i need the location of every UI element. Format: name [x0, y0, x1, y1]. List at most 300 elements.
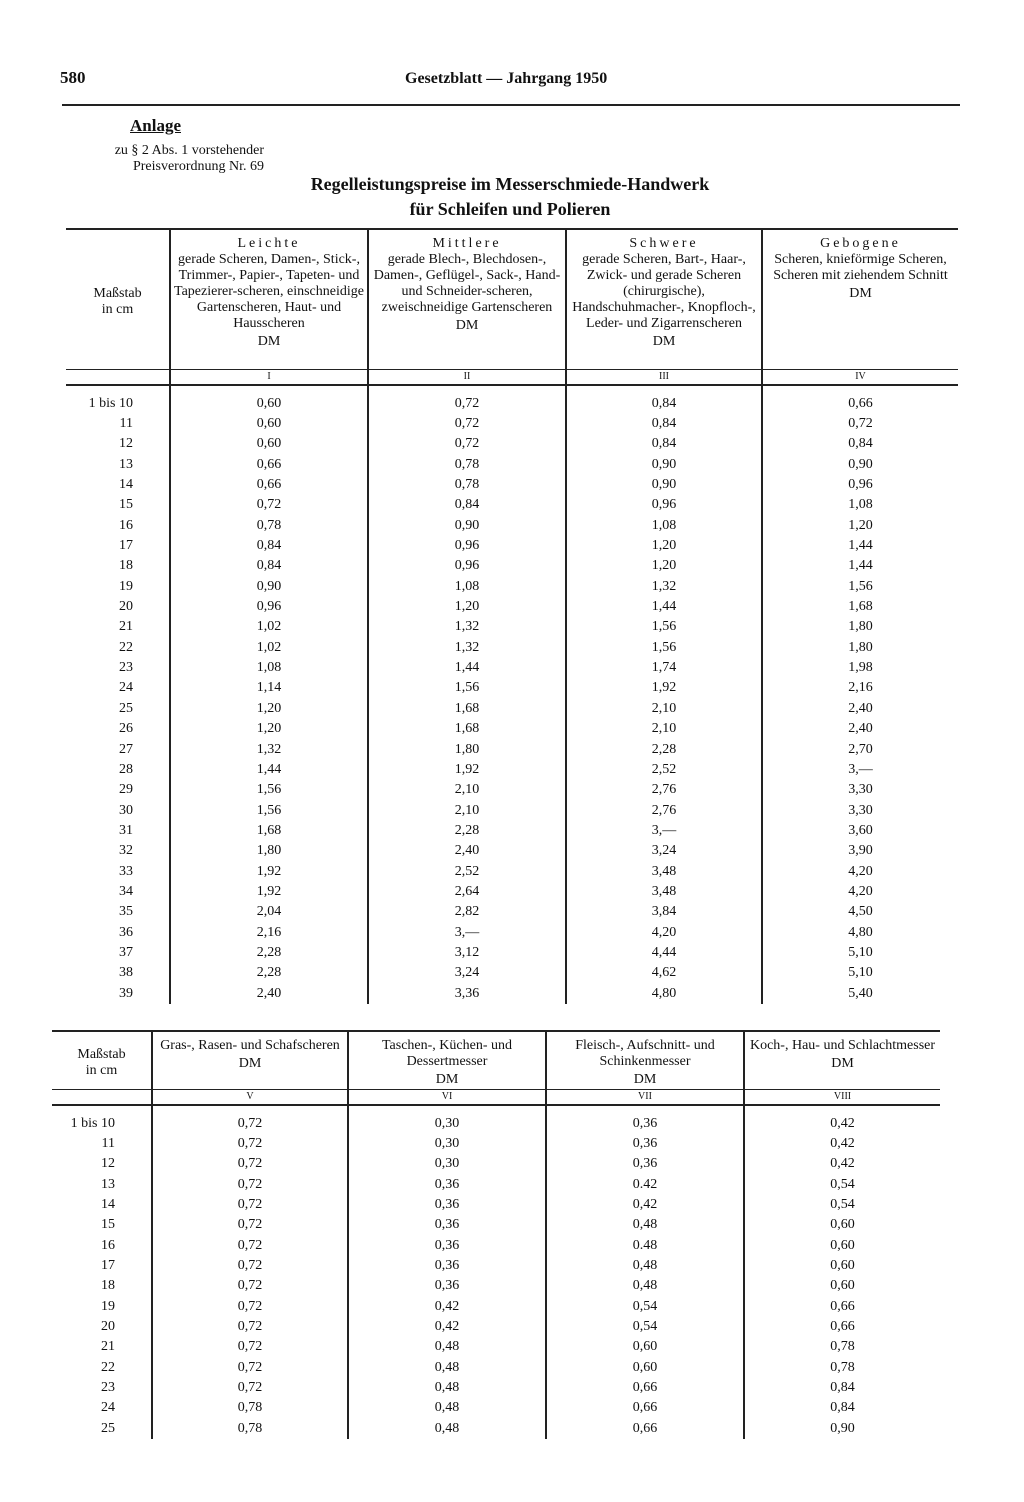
table-row [52, 1236, 940, 1256]
title-line-2: für Schleifen und Polieren [409, 199, 611, 219]
size-cell: 28 [119, 761, 133, 777]
price-cell: 0,60 [744, 1236, 940, 1256]
table-row [66, 902, 958, 922]
price-cell: 0,48 [546, 1276, 744, 1296]
price-cell: 1,02 [170, 617, 368, 637]
table-row [66, 943, 958, 963]
price-cell: 0,60 [170, 385, 368, 414]
anlage-title: Anlage [130, 116, 181, 135]
price-cell: 5,10 [762, 963, 958, 983]
size-cell: 18 [119, 558, 133, 574]
price-cell: 1,68 [368, 699, 566, 719]
column-header-koch-hau: Koch-, Hau- und Schlachtmesser DM [744, 1031, 940, 1089]
price-cell: 2,28 [566, 739, 762, 759]
price-cell: 2,76 [566, 780, 762, 800]
price-cell: 0,48 [348, 1419, 546, 1439]
size-cell: 11 [101, 1136, 115, 1152]
table-row [66, 760, 958, 780]
column-number: III [566, 369, 762, 385]
price-cell: 0,66 [744, 1317, 940, 1337]
table-row [66, 638, 958, 658]
price-cell: 2,10 [566, 719, 762, 739]
price-cell: 1,98 [762, 658, 958, 678]
price-cell: 0,84 [368, 495, 566, 515]
size-cell: 20 [119, 599, 133, 615]
table-row [52, 1134, 940, 1154]
price-cell: 0,48 [348, 1358, 546, 1378]
price-cell: 0,78 [368, 475, 566, 495]
price-cell: 1,08 [170, 658, 368, 678]
table-row [66, 475, 958, 495]
size-cell: 21 [119, 619, 133, 635]
price-cell: 0,48 [348, 1398, 546, 1418]
price-cell: 0.48 [546, 1236, 744, 1256]
price-cell: 1,92 [368, 760, 566, 780]
price-cell: 0,84 [170, 536, 368, 556]
price-cell: 0,54 [744, 1175, 940, 1195]
price-cell: 0,78 [152, 1419, 348, 1439]
column-number: VII [546, 1089, 744, 1105]
table-row [66, 414, 958, 434]
price-cell: 4,20 [762, 882, 958, 902]
price-cell: 4,20 [762, 861, 958, 881]
price-cell: 3,84 [566, 902, 762, 922]
size-cell: 32 [119, 843, 133, 859]
price-cell: 0,48 [546, 1215, 744, 1235]
table-row [66, 516, 958, 536]
price-cell: 0,78 [152, 1398, 348, 1418]
price-cell: 0,78 [170, 516, 368, 536]
table-row [66, 385, 958, 414]
document-title [210, 172, 810, 222]
anlage-line-2: Preisverordnung Nr. 69 [132, 159, 264, 174]
table-row [52, 1256, 940, 1276]
price-cell: 1,80 [170, 841, 368, 861]
size-cell: 22 [101, 1359, 115, 1375]
price-cell: 2,64 [368, 882, 566, 902]
price-cell: 0,84 [744, 1378, 940, 1398]
price-cell: 1,56 [566, 638, 762, 658]
price-cell: 0,72 [152, 1105, 348, 1134]
price-cell: 0,36 [348, 1195, 546, 1215]
price-cell: 1,44 [762, 536, 958, 556]
anlage-reference [66, 143, 264, 175]
price-cell: 0,84 [566, 434, 762, 454]
price-cell: 0,84 [744, 1398, 940, 1418]
price-cell: 0,36 [546, 1105, 744, 1134]
price-cell: 3,30 [762, 780, 958, 800]
price-cell: 0,72 [368, 385, 566, 414]
price-cell: 2,16 [170, 922, 368, 942]
price-cell: 1,74 [566, 658, 762, 678]
price-cell: 0,72 [762, 414, 958, 434]
price-cell: 3,90 [762, 841, 958, 861]
price-cell: 3,— [566, 821, 762, 841]
size-cell: 31 [119, 822, 133, 838]
price-cell: 1,08 [368, 577, 566, 597]
size-cell: 19 [101, 1298, 115, 1314]
price-cell: 1,92 [170, 861, 368, 881]
table-row [66, 597, 958, 617]
price-cell: 0,60 [546, 1337, 744, 1357]
column-number: VI [348, 1089, 546, 1105]
column-number-row [52, 1089, 940, 1105]
table-row [66, 495, 958, 515]
size-cell: 15 [101, 1217, 115, 1233]
table-row [52, 1398, 940, 1418]
price-cell: 3,— [762, 760, 958, 780]
size-cell: 34 [119, 883, 133, 899]
price-cell: 1,20 [762, 516, 958, 536]
price-cell: 0,72 [152, 1175, 348, 1195]
price-cell: 0,72 [152, 1297, 348, 1317]
size-cell: 12 [101, 1156, 115, 1172]
column-header-leichte: Leichte gerade Scheren, Damen-, Stick-, Trimmer-, Papier-, Tapeten- und Tapezierer-scheren, einschneidige Gartenscheren, Haut- und Hausscheren DM [170, 229, 368, 369]
size-cell: 29 [119, 782, 133, 798]
table-row [66, 861, 958, 881]
header-rule [62, 104, 960, 106]
size-cell: 16 [119, 517, 133, 533]
table-row [66, 556, 958, 576]
price-cell: 5,40 [762, 983, 958, 1003]
table-row [52, 1358, 940, 1378]
size-cell: 25 [119, 700, 133, 716]
price-cell: 2,52 [566, 760, 762, 780]
price-cell: 0,90 [762, 455, 958, 475]
table-row [66, 882, 958, 902]
price-cell: 1,80 [762, 638, 958, 658]
size-cell: 17 [101, 1258, 115, 1274]
price-cell: 0,72 [152, 1256, 348, 1276]
table-row [52, 1105, 940, 1134]
price-cell: 0,66 [546, 1419, 744, 1439]
price-cell: 1,02 [170, 638, 368, 658]
price-cell: 3,24 [566, 841, 762, 861]
price-cell: 1,80 [368, 739, 566, 759]
size-cell: 24 [101, 1400, 115, 1416]
size-cell: 23 [119, 660, 133, 676]
price-cell: 3,24 [368, 963, 566, 983]
price-cell: 4,44 [566, 943, 762, 963]
size-cell: 33 [119, 863, 133, 879]
column-header-mittlere: Mittlere gerade Blech-, Blechdosen-, Damen-, Geflügel-, Sack-, Hand- und Schneider-scheren, zweischneidige Gartenscheren DM [368, 229, 566, 369]
mass-header: Maßstab in cm [52, 1031, 152, 1089]
price-cell: 2,10 [368, 800, 566, 820]
table-row [52, 1154, 940, 1174]
size-cell: 1 bis 10 [70, 1115, 115, 1131]
price-cell: 0,36 [348, 1276, 546, 1296]
price-cell: 0,42 [348, 1297, 546, 1317]
table-row [66, 536, 958, 556]
price-cell: 2,28 [368, 821, 566, 841]
table-row [66, 658, 958, 678]
size-cell: 16 [101, 1237, 115, 1253]
price-cell: 0,36 [348, 1215, 546, 1235]
price-cell: 1,08 [566, 516, 762, 536]
price-cell: 0,66 [546, 1378, 744, 1398]
price-cell: 0,96 [762, 475, 958, 495]
price-cell: 0,72 [152, 1337, 348, 1357]
price-cell: 0,60 [546, 1358, 744, 1378]
size-cell: 12 [119, 436, 133, 452]
table-row [66, 963, 958, 983]
price-cell: 0,78 [368, 455, 566, 475]
price-cell: 2,28 [170, 943, 368, 963]
price-cell: 3,48 [566, 882, 762, 902]
table-row [52, 1276, 940, 1296]
price-cell: 0,72 [152, 1317, 348, 1337]
column-number-row [66, 369, 958, 385]
price-cell: 2,76 [566, 800, 762, 820]
table-row [66, 617, 958, 637]
table-row [66, 739, 958, 759]
price-cell: 0,72 [152, 1236, 348, 1256]
price-cell: 0,60 [170, 414, 368, 434]
price-cell: 0,42 [744, 1134, 940, 1154]
table-row [66, 922, 958, 942]
size-cell: 20 [101, 1319, 115, 1335]
price-cell: 0,90 [566, 455, 762, 475]
price-cell: 0,84 [170, 556, 368, 576]
price-cell: 0,48 [348, 1378, 546, 1398]
table-row [52, 1419, 940, 1439]
price-cell: 0,78 [744, 1337, 940, 1357]
price-cell: 0,54 [546, 1297, 744, 1317]
price-cell: 0,90 [368, 516, 566, 536]
price-cell: 2,10 [566, 699, 762, 719]
price-cell: 2,40 [762, 719, 958, 739]
size-cell: 19 [119, 578, 133, 594]
price-cell: 0,42 [744, 1154, 940, 1174]
price-cell: 1,68 [368, 719, 566, 739]
price-cell: 2,52 [368, 861, 566, 881]
price-cell: 2,16 [762, 678, 958, 698]
price-cell: 4,62 [566, 963, 762, 983]
table-row [52, 1378, 940, 1398]
column-number: V [152, 1089, 348, 1105]
price-cell: 4,80 [762, 922, 958, 942]
price-cell: 1,14 [170, 678, 368, 698]
price-cell: 0,78 [744, 1358, 940, 1378]
price-cell: 0,96 [368, 536, 566, 556]
table-row [66, 841, 958, 861]
column-header-schwere: Schwere gerade Scheren, Bart-, Haar-, Zwick- und gerade Scheren (chirurgische), Handschuhmacher-, Knopfloch-, Leder- und Zigarrenscheren DM [566, 229, 762, 369]
price-cell: 1,20 [170, 699, 368, 719]
column-header-gras-rasen: Gras-, Rasen- und Schafscheren DM [152, 1031, 348, 1089]
price-cell: 1,56 [170, 780, 368, 800]
price-cell: 0,72 [152, 1195, 348, 1215]
column-number: I [170, 369, 368, 385]
price-cell: 1,80 [762, 617, 958, 637]
title-line-1: Regelleistungspreise im Messerschmiede-Handwerk [310, 174, 710, 194]
table-row [66, 800, 958, 820]
column-header-fleisch-aufschnitt: Fleisch-, Aufschnitt- und Schinkenmesser DM [546, 1031, 744, 1089]
price-table-2 [52, 1030, 940, 1439]
price-cell: 1,32 [368, 638, 566, 658]
price-cell: 0,36 [348, 1256, 546, 1276]
price-cell: 5,10 [762, 943, 958, 963]
price-cell: 0,90 [744, 1419, 940, 1439]
price-cell: 4,80 [566, 983, 762, 1003]
price-cell: 0,84 [762, 434, 958, 454]
table-row [66, 699, 958, 719]
size-cell: 23 [101, 1380, 115, 1396]
price-cell: 3,12 [368, 943, 566, 963]
price-cell: 0,66 [744, 1297, 940, 1317]
price-cell: 1,20 [170, 719, 368, 739]
price-cell: 0,60 [170, 434, 368, 454]
table-row [66, 719, 958, 739]
table-row [66, 983, 958, 1003]
anlage-line-1: zu § 2 Abs. 1 vorstehender [114, 143, 264, 158]
price-cell: 0,72 [152, 1154, 348, 1174]
price-cell: 0,72 [368, 434, 566, 454]
price-cell: 3,30 [762, 800, 958, 820]
price-cell: 0,66 [170, 455, 368, 475]
price-cell: 0,84 [566, 414, 762, 434]
price-cell: 0,30 [348, 1134, 546, 1154]
size-cell: 30 [119, 802, 133, 818]
size-cell: 18 [101, 1278, 115, 1294]
price-cell: 2,28 [170, 963, 368, 983]
price-cell: 0,72 [152, 1134, 348, 1154]
price-cell: 0,36 [348, 1236, 546, 1256]
size-cell: 13 [119, 456, 133, 472]
price-cell: 1,20 [566, 556, 762, 576]
price-cell: 2,10 [368, 780, 566, 800]
price-cell: 1,32 [368, 617, 566, 637]
table-row [66, 821, 958, 841]
price-cell: 3,36 [368, 983, 566, 1003]
price-cell: 2,40 [762, 699, 958, 719]
price-cell: 1,20 [566, 536, 762, 556]
table-row [52, 1297, 940, 1317]
price-cell: 0,72 [152, 1276, 348, 1296]
price-cell: 0,42 [546, 1195, 744, 1215]
size-cell: 17 [119, 538, 133, 554]
column-number: II [368, 369, 566, 385]
price-cell: 0,90 [170, 577, 368, 597]
price-cell: 0,36 [546, 1154, 744, 1174]
size-cell: 37 [119, 944, 133, 960]
size-cell: 22 [119, 639, 133, 655]
column-number: VIII [744, 1089, 940, 1105]
size-cell: 13 [101, 1176, 115, 1192]
price-cell: 0,48 [348, 1337, 546, 1357]
table-row [52, 1195, 940, 1215]
price-table-1 [66, 228, 958, 1004]
price-cell: 0,66 [170, 475, 368, 495]
price-cell: 0,72 [152, 1215, 348, 1235]
price-cell: 0,48 [546, 1256, 744, 1276]
price-cell: 0.42 [546, 1175, 744, 1195]
price-cell: 1,92 [170, 882, 368, 902]
size-cell: 14 [101, 1197, 115, 1213]
size-cell: 21 [101, 1339, 115, 1355]
price-cell: 0,96 [170, 597, 368, 617]
table-row [52, 1317, 940, 1337]
table-row [66, 780, 958, 800]
size-cell: 14 [119, 477, 133, 493]
price-cell: 3,— [368, 922, 566, 942]
gazette-header: Gesetzblatt — Jahrgang 1950 [405, 70, 608, 87]
price-cell: 1,68 [170, 821, 368, 841]
column-number: IV [762, 369, 958, 385]
price-cell: 0,96 [566, 495, 762, 515]
column-header-taschen-kuechen: Taschen-, Küchen- und Dessertmesser DM [348, 1031, 546, 1089]
price-cell: 4,20 [566, 922, 762, 942]
price-cell: 0,84 [566, 385, 762, 414]
price-cell: 0,60 [744, 1215, 940, 1235]
price-cell: 1,68 [762, 597, 958, 617]
price-cell: 2,82 [368, 902, 566, 922]
price-cell: 0,42 [348, 1317, 546, 1337]
price-cell: 2,70 [762, 739, 958, 759]
size-cell: 11 [119, 416, 133, 432]
price-cell: 1,20 [368, 597, 566, 617]
price-cell: 3,48 [566, 861, 762, 881]
price-cell: 1,32 [170, 739, 368, 759]
mass-header: Maßstab in cm [66, 229, 170, 369]
price-cell: 0,36 [546, 1134, 744, 1154]
price-cell: 0,72 [152, 1358, 348, 1378]
price-cell: 4,50 [762, 902, 958, 922]
size-cell: 39 [119, 985, 133, 1001]
size-cell: 1 bis 10 [88, 395, 133, 411]
table-row [52, 1215, 940, 1235]
price-cell: 1,56 [368, 678, 566, 698]
page-number: 580 [60, 68, 86, 87]
price-cell: 0,60 [744, 1276, 940, 1296]
size-cell: 15 [119, 497, 133, 513]
price-table-2-body [52, 1105, 940, 1440]
price-cell: 1,56 [170, 800, 368, 820]
price-cell: 0,96 [368, 556, 566, 576]
price-cell: 3,60 [762, 821, 958, 841]
size-cell: 24 [119, 680, 133, 696]
size-cell: 35 [119, 904, 133, 920]
price-cell: 0,72 [152, 1378, 348, 1398]
size-cell: 26 [119, 721, 133, 737]
price-cell: 0,36 [348, 1175, 546, 1195]
price-cell: 1,44 [170, 760, 368, 780]
price-cell: 1,44 [762, 556, 958, 576]
price-cell: 0,60 [744, 1256, 940, 1276]
size-cell: 25 [101, 1420, 115, 1436]
price-table-1-body [66, 385, 958, 1004]
price-cell: 0,54 [546, 1317, 744, 1337]
price-cell: 0,66 [546, 1398, 744, 1418]
price-cell: 1,56 [566, 617, 762, 637]
table-row [66, 455, 958, 475]
table-row [66, 434, 958, 454]
column-header-gebogene: Gebogene Scheren, knieförmige Scheren, Scheren mit ziehendem Schnitt DM [762, 229, 958, 369]
price-cell: 0,72 [170, 495, 368, 515]
size-cell: 36 [119, 924, 133, 940]
price-cell: 0,30 [348, 1154, 546, 1174]
price-cell: 0,54 [744, 1195, 940, 1215]
price-cell: 2,40 [368, 841, 566, 861]
table-row [52, 1175, 940, 1195]
price-cell: 0,90 [566, 475, 762, 495]
table-row [66, 678, 958, 698]
table-row [52, 1337, 940, 1357]
size-cell: 38 [119, 965, 133, 981]
size-cell: 27 [119, 741, 133, 757]
price-cell: 0,72 [368, 414, 566, 434]
price-cell: 1,56 [762, 577, 958, 597]
price-cell: 2,40 [170, 983, 368, 1003]
